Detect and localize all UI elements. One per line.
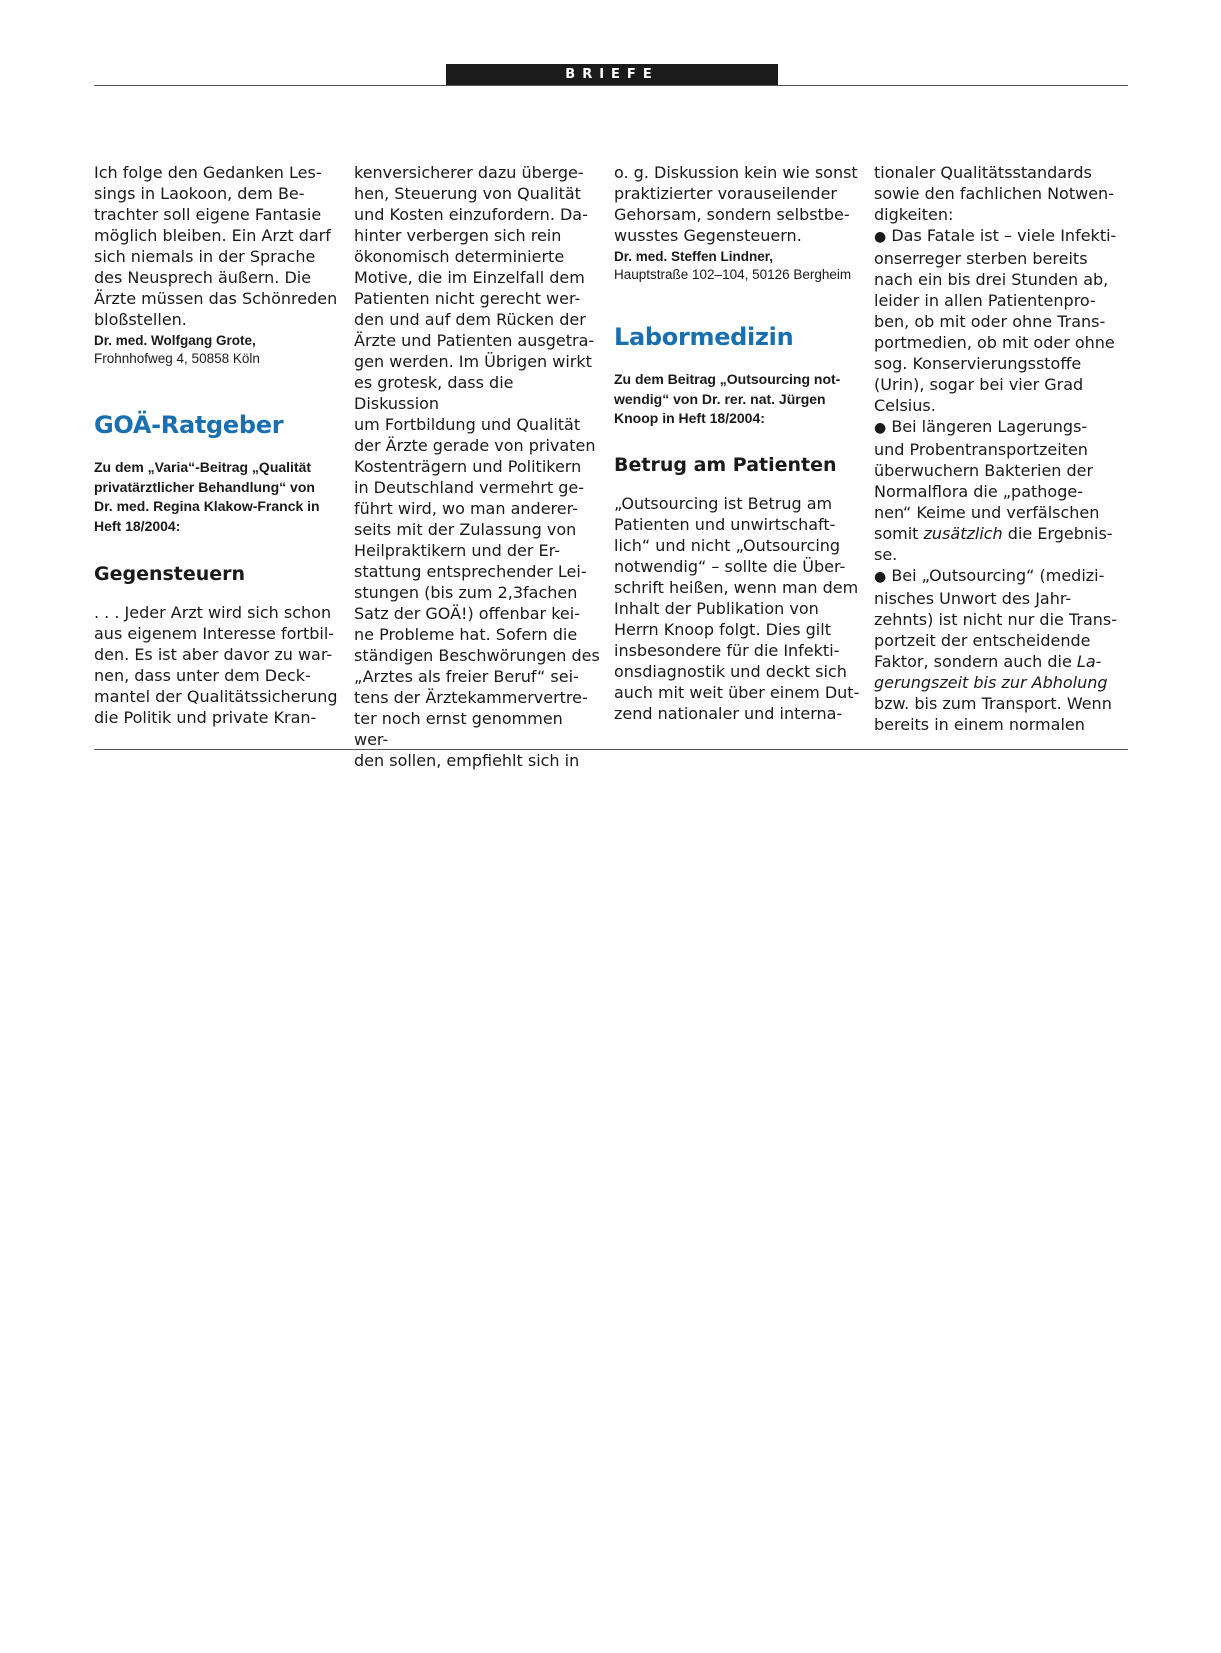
column-4 [874, 162, 1120, 735]
column-2 [354, 162, 600, 771]
section-title-goae-ratgeber: GOÄ-Ratgeber [94, 411, 284, 439]
bullet-1-text: Das Fatale ist – viele Infekti- onserreger sterben bereits nach ein bis drei Stunden ab, leider in allen Patientenpro- ben, ob mit oder ohne Trans- portmedien, ob mit oder ohne sog. Konservierungsstoffe (Urin), sogar bei vier Grad Celsius. [874, 226, 1117, 415]
column-1 [94, 162, 340, 728]
bullet-3-faktor: Faktor, sondern auch die [874, 652, 1077, 671]
bullet-2-end: se. [874, 545, 898, 564]
signature-grote: Dr. med. Wolfgang Grote, [94, 333, 256, 348]
reference-outsourcing: Zu dem Beitrag „Outsourcing not- wendig“ von Dr. rer. nat. Jürgen Knoop in Heft 18/2004: [614, 371, 841, 426]
letter-2-text-part-2: kenversicherer dazu überge- hen, Steuerung von Qualität und Kosten einzufordern. Da- hinter verbergen sich rein ökonomisch determinierte Motive, die im Einzelfall dem Patienten nicht gerecht wer- den und auf dem Rücken der Ärzte und Patienten ausgetra- gen werden. Im Übrigen wirkt es grotesk, dass die Diskussion um Fortbildung und Qualität der Ärzte gerade von privaten Kostenträgern und Politikern in Deutschland vermehrt ge- führt wird, wo man anderer- seits mit der Zulassung von Heilpraktikern und der Er- stattung entsprechender Lei- stungen (bis zum 2,3fachen Satz der GOÄ!) offenbar kei- ne Probleme hat. Sofern die ständigen Beschwörungen des „Arztes als freier Beruf“ sei- tens der Ärztekammervertre- ter noch ernst genommen wer- den sollen, empfiehlt sich in [354, 163, 600, 770]
bullet-2-somit: somit [874, 524, 924, 543]
header-rule [94, 85, 1128, 86]
bullet-icon: ● [874, 229, 887, 245]
letter-heading-betrug-am-patienten: Betrug am Patienten [614, 453, 837, 476]
bullet-2-tail: die Ergebnis- [1002, 524, 1113, 543]
letter-2-text-part-3: o. g. Diskussion kein wie sonst praktizierter vorauseilender Gehorsam, sondern selbstbe- wusstes Gegensteuern. [614, 163, 858, 245]
signature-lindner: Dr. med. Steffen Lindner, [614, 249, 774, 264]
bullet-2-emphasis: zusätzlich [923, 524, 1003, 543]
bottom-rule [94, 749, 1128, 750]
bullet-icon: ● [874, 420, 887, 436]
bullet-item-3 [874, 565, 1120, 735]
address-grote: Frohnhofweg 4, 50858 Köln [94, 351, 260, 366]
address-lindner: Hauptstraße 102–104, 50126 Bergheim [614, 267, 852, 282]
letter-3-text-part-2: tionaler Qualitätsstandards sowie den fachlichen Notwen- digkeiten: [874, 163, 1114, 224]
letter-3-text-part-1: „Outsourcing ist Betrug am Patienten und unwirtschaft- lich“ und nicht „Outsourcing notwendig“ – sollte die Über- schrift heißen, wenn man dem Inhalt der Publikation von Herrn Knoop folgt. Dies gilt insbesondere für die Infekti- onsdiagnostik und deckt sich auch mit weit über einem Dut- zend nationaler und interna- [614, 493, 860, 723]
bullet-3-emphasis-1: La- [1076, 652, 1102, 671]
section-header-briefe: BRIEFE [446, 64, 778, 85]
bullet-3-rest: bzw. bis zum Transport. Wenn bereits in einem normalen [874, 694, 1112, 734]
bullet-3-emphasis-2: gerungszeit bis zur Abholung [874, 673, 1108, 692]
bullet-item-2 [874, 416, 1120, 565]
letter-heading-gegensteuern: Gegensteuern [94, 563, 246, 585]
bullet-2-text: Bei längeren Lagerungs- und Probentransportzeiten überwuchern Bakterien der Normalflora die „pathoge- nen“ Keime und verfälschen [874, 417, 1100, 522]
letter-1-text: Ich folge den Gedanken Les- sings in Laokoon, dem Be- trachter soll eigene Fantasie möglich bleiben. Ein Arzt darf sich niemals in der Sprache des Neusprech äußern. Die Ärzte müssen das Schönreden bloßstellen. [94, 163, 338, 329]
bullet-item-1 [874, 225, 1120, 416]
bullet-3-text: Bei „Outsourcing“ (medizi- nisches Unwort des Jahr- zehnts) ist nicht nur die Trans- portzeit der entscheidende [874, 566, 1118, 650]
letter-2-text-part-1: . . . Jeder Arzt wird sich schon aus eigenem Interesse fortbil- den. Es ist aber davor zu war- nen, dass unter dem Deck- mantel der Qualitätssicherung die Politik und private Kran- [94, 603, 338, 727]
reference-varia: Zu dem „Varia“-Beitrag „Qualität privatärztlicher Behandlung“ von Dr. med. Regina Klakow-Franck in Heft 18/2004: [94, 459, 320, 534]
column-3 [614, 162, 860, 724]
bullet-icon: ● [874, 569, 887, 585]
section-title-labormedizin: Labormedizin [614, 323, 794, 351]
